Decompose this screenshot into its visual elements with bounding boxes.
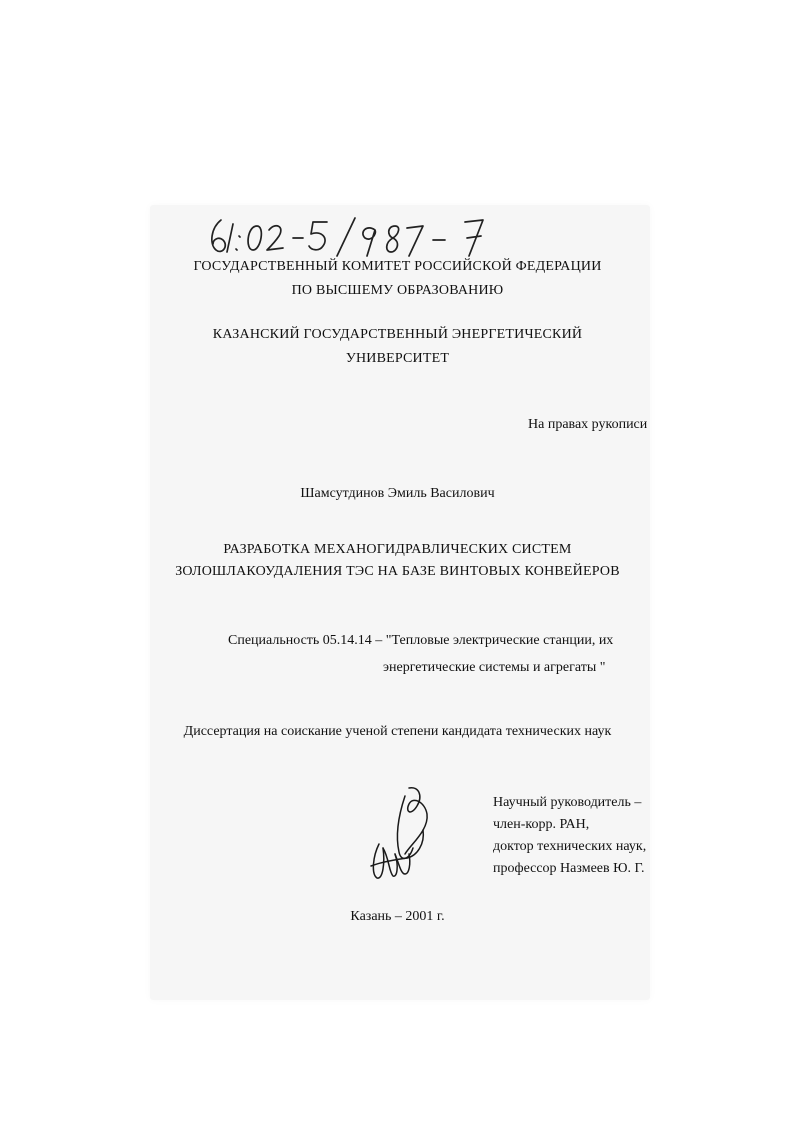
specialty-line-1: Специальность 05.14.14 – "Тепловые электрические станции, их — [228, 633, 614, 648]
committee-line-2: ПО ВЫСШЕМУ ОБРАЗОВАНИЮ — [291, 283, 504, 298]
dissertation-title-line-2: ЗОЛОШЛАКОУДАЛЕНИЯ ТЭС НА БАЗЕ ВИНТОВЫХ КОНВЕЙЕРОВ — [175, 564, 620, 579]
manuscript-rights-note: На правах рукописи — [528, 417, 648, 432]
supervisor-signature — [365, 782, 445, 887]
supervisor-line-1: Научный руководитель – — [493, 795, 642, 810]
supervisor-block — [493, 792, 646, 880]
place-and-year: Казань – 2001 г. — [350, 909, 445, 924]
specialty-line-2: энергетические системы и агрегаты " — [383, 660, 606, 675]
committee-line-1: ГОСУДАРСТВЕННЫЙ КОМИТЕТ РОССИЙСКОЙ ФЕДЕРАЦИИ — [193, 259, 602, 274]
dissertation-title-line-1: РАЗРАБОТКА МЕХАНОГИДРАВЛИЧЕСКИХ СИСТЕМ — [223, 542, 572, 557]
university-line-2: УНИВЕРСИТЕТ — [345, 351, 450, 366]
handwritten-archive-code — [205, 210, 505, 260]
dissertation-degree: Диссертация на соискание ученой степени кандидата технических наук — [183, 724, 612, 739]
supervisor-line-3: доктор технических наук, — [493, 839, 647, 854]
supervisor-line-4: профессор Назмеев Ю. Г. — [493, 861, 645, 876]
university-line-1: КАЗАНСКИЙ ГОСУДАРСТВЕННЫЙ ЭНЕРГЕТИЧЕСКИЙ — [212, 327, 583, 342]
author-name: Шамсутдинов Эмиль Василович — [300, 486, 495, 501]
supervisor-line-2: член-корр. РАН, — [493, 817, 590, 832]
